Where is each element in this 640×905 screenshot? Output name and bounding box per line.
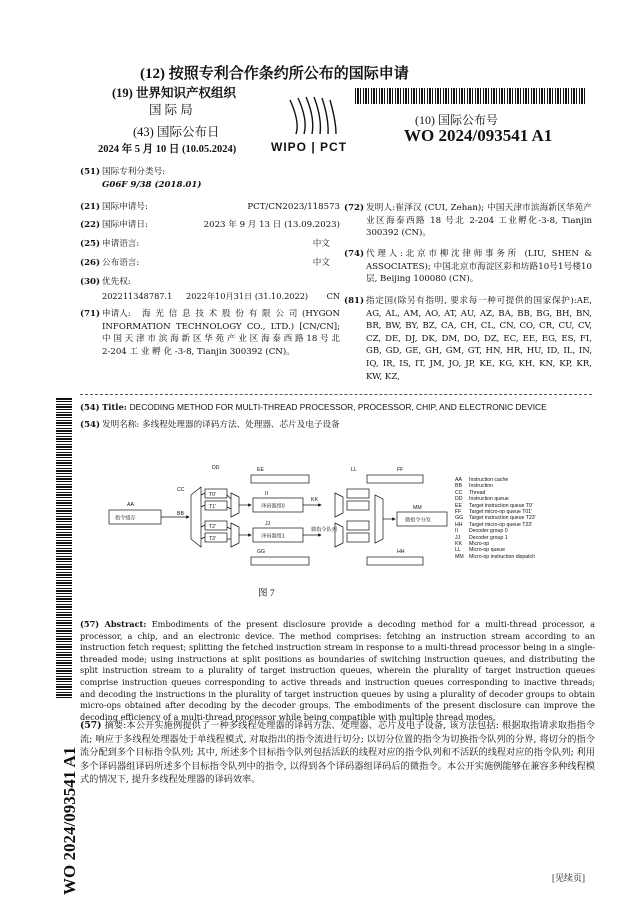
legend-value: Target micro-op queue T01' (469, 509, 533, 516)
publication-number-label: (10) 国际公布号 (415, 113, 498, 127)
fig-label-kk: KK (311, 497, 318, 503)
document-type-title: (12) 按照专利合作条约所公布的国际申请 (140, 66, 409, 82)
applicant-code: (71) 申请人: (80, 309, 131, 319)
fig-label-aa: AA (127, 502, 134, 508)
ipc-row: (51) 国际专利分类号: (80, 167, 166, 177)
legend-key: LL (455, 547, 461, 554)
publication-date-label: (43) 国际公布日 (133, 125, 220, 139)
fig-label-dd: DD (212, 465, 220, 471)
fig-label-ii: II (265, 491, 268, 497)
fig-label-jj: JJ (265, 521, 271, 527)
fig-box-decoder1: 译码器组1 (261, 533, 285, 540)
office-subname: 国 际 局 (149, 103, 193, 117)
legend-value: Target instruction queue T0' (469, 502, 533, 509)
legend-value: Decoder group 0 (469, 528, 508, 535)
agent-code: (74) (344, 249, 365, 259)
legend-key: GG (455, 515, 464, 522)
figure-7 (105, 455, 455, 580)
legend-key: AA (455, 477, 462, 483)
continued-footer: [见续页] (552, 873, 585, 883)
legend-value: Instruction queue (469, 496, 509, 503)
title-zh: (54) 发明名称: 多线程处理器的译码方法、处理器、芯片及电子设备 (80, 420, 340, 430)
inventor-code: (72) (344, 203, 365, 213)
legend-value: Target instruction queue T23' (469, 515, 536, 522)
legend-key: EE (455, 502, 462, 509)
fig-box-cache: 指令缓存 (115, 515, 136, 522)
publication-barcode (355, 88, 587, 104)
designated-value: 指定国(除另有指明, 要求每一种可提供的国家保护):AE, AG, AL, AM, AO, AT, AU, AZ, BA, BB, BG, BH, BN, BR, BW, BY, BZ, CA, CH, CL, CN, CO, CR, CU, CV, CZ, DE, DJ, DK, DM, DO, DZ, EC, EE, EG, ES, FI, GB, GD, GE, GH, GM, GT, HN, HR, HU, ID, IL, IN, IQ, IR, IS, IT, JM, JO, JP, KE, KG, KH, KN, KP, KR, KW, KZ, (366, 296, 592, 382)
section-divider (80, 394, 592, 395)
office-name: (19) 世界知识产权组织 (112, 86, 236, 100)
publication-number: WO 2024/093541 A1 (404, 126, 553, 145)
filing-date-row: (22) 国际申请日: 2023 年 9 月 13 日 (13.09.2023) (80, 220, 340, 230)
side-barcode (56, 398, 72, 698)
legend-value: Thread (469, 489, 486, 496)
fig-label-ff: FF (397, 467, 404, 473)
abstract-zh: (57) 摘要:本公开实施例提供了一种多线程处理器的译码方法、处理器、芯片及电子设备, 该方法包括: 根据取指请求取指指令流; 响应于多线程处理器处于单线程模式, 对取指出的指令流进行切分; 以切分位置的指令为切换指令队列的分界, 将切分的指令流分配到多个目标指令队列; 其中, 所述多个目标指令队列包括活跃的线程对应的指令队列和不活跃的线程对应的指令队列; 利用多个译码器组译码所述多个目标指令队列中的指令, 以得到各个译码器组译码后的微指令。本公开实施例能够在兼容多种线程模式的情况下, 提升多线程处理器的译码效率。 (80, 720, 595, 786)
legend-value: Target micro-op queue T23' (469, 521, 533, 528)
fig-label-bb: BB (177, 511, 184, 517)
fig-box-decoder0: 译码器组0 (261, 503, 285, 510)
legend-key: FF (455, 509, 462, 516)
side-publication-number: WO 2024/093541 A1 (60, 746, 79, 895)
legend-key: II (455, 528, 458, 535)
fig-box-queue: 微指令队列 (311, 527, 337, 533)
application-number-row: (21) 国际申请号: PCT/CN2023/118573 (80, 202, 340, 212)
publication-date: 2024 年 5 月 10 日 (10.05.2024) (98, 144, 237, 155)
title-en: (54) Title: DECODING METHOD FOR MULTI-THREAD PROCESSOR, PROCESSOR, CHIP, AND ELECTRONIC DEVICE (80, 402, 547, 412)
fig-box-dispatch: 微指令分发 (405, 517, 431, 524)
priority-data: 202211348787.1 2022年10月31日 (31.10.2022) CN (102, 291, 340, 301)
fig-label-ll: LL (351, 467, 357, 473)
figure-legend (455, 477, 536, 560)
designated-code: (81) (344, 296, 365, 306)
legend-value: Micro-op instruction dispatch (469, 553, 536, 560)
figure-caption: 图 7 (258, 589, 275, 599)
fig-label-t0: T0' (209, 492, 217, 498)
legend-value: Micro-op queue (469, 547, 506, 554)
legend-value: Instruction (469, 483, 493, 490)
wipo-pct-text: WIPO | PCT (271, 140, 348, 154)
filing-language-row: (25) 申请语言: 中文 (80, 239, 330, 249)
legend-key: JJ (455, 534, 461, 541)
applicant-value: 海 光 信 息 技 术 股 份 有 限 公 司 (HYGON INFORMATION TECHNOLOGY CO., LTD.) [CN/CN]; 中 国 天 津 市 滨 海 新 区 华 苑 产 业 区 海 泰 西 路 18 号 北 2-204 工 业 孵 化 -3-8, Tianjin 300392 (CN)。 (102, 309, 340, 357)
legend-key: HH (455, 521, 463, 528)
legend-key: CC (455, 489, 463, 496)
publication-language-row: (26) 公布语言: 中文 (80, 258, 330, 268)
fig-label-hh: HH (397, 549, 405, 555)
legend-key: MM (455, 553, 464, 560)
priority-row: (30) 优先权: (80, 277, 131, 287)
fig-label-mm: MM (413, 505, 422, 511)
abstract-en: (57) Abstract: Embodiments of the present disclosure provide a decoding method for a multi-thread processor, a processor, a chip, and an electronic device. The method comprises: fetching an instruction stream according to an instruction fetch request; splitting the fetched instruction stream in response to a multi-thread processor being in a single-threaded mode; using instructions at split positions as boundaries of switching instruction queues, and distributing the split instruction stream to a plurality of target instruction queues, wherein the plurality of target instruction queues comprise instruction queues corresponding to active threads and instruction queues corresponding to inactive threads; and decoding the instructions in the plurality of target instruction queues by using a plurality of decoder groups to obtain micro-ops obtained after decoding by the decoder groups. The embodiments of the present disclosure can improve the decoding efficiency of a multi-thread processor while being compatible with multiple thread modes. (80, 619, 595, 722)
fig-label-t3: T3' (209, 536, 217, 542)
fig-label-ee: EE (257, 467, 264, 473)
legend-key: BB (455, 483, 462, 490)
legend-key: DD (455, 496, 463, 503)
legend-row (455, 554, 536, 560)
inventor-value: 发明人:崔泽汉 (CUI, Zehan); 中国天津市滨海新区华苑产业区海泰西路 18 号北 2-204 工业孵化-3-8, Tianjin 300392 (CN)。 (366, 203, 592, 239)
agent-value: 代理人:北京市柳沈律师事务所 (LIU, SHEN & ASSOCIATES); 中国北京市海淀区彩和坊路10号1号楼10层, Beijing 100080 (CN)。 (366, 249, 592, 285)
fig-label-cc: CC (177, 487, 185, 493)
legend-value: Decoder group 1 (469, 534, 508, 541)
legend-key: KK (455, 541, 462, 548)
fig-label-t1: T1' (209, 504, 217, 510)
legend-value: Instruction cache (469, 477, 509, 483)
fig-label-gg: GG (257, 549, 266, 555)
fig-label-t2: T2' (209, 524, 217, 530)
ipc-value: G06F 9/38 (2018.01) (102, 180, 202, 190)
legend-value: Micro-op (469, 541, 490, 548)
